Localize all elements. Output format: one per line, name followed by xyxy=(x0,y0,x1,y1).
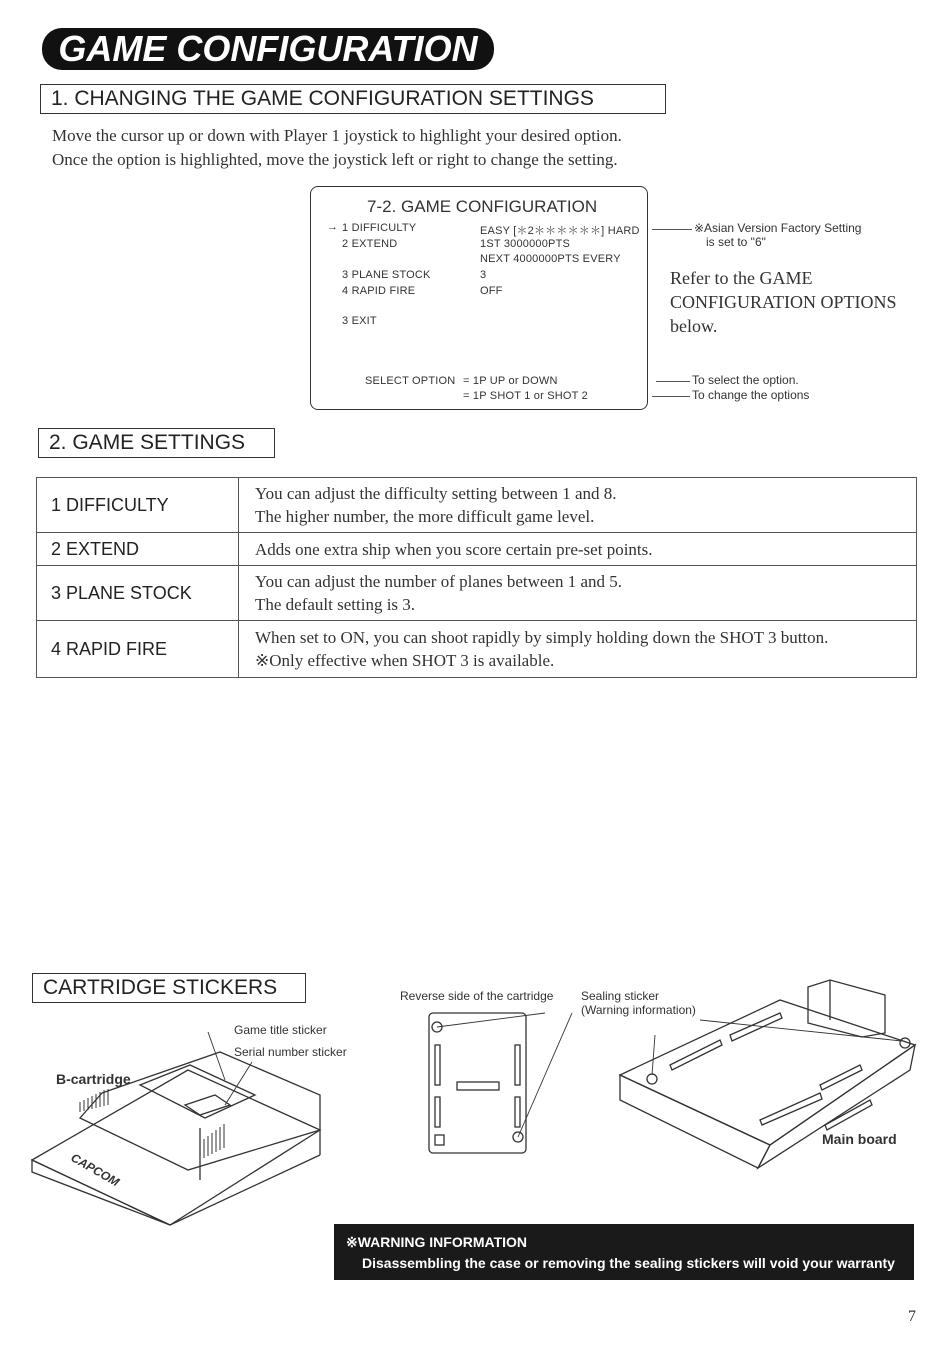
b-cartridge-illustration xyxy=(20,1010,350,1230)
page-title: GAME CONFIGURATION xyxy=(58,28,478,69)
factory-note-2: is set to "6" xyxy=(706,235,766,249)
refer-line-1: Refer to the GAME xyxy=(670,268,813,288)
leader-line xyxy=(656,381,690,382)
option-label: 1 DIFFICULTY xyxy=(342,222,417,234)
leader-line xyxy=(652,229,692,230)
setting-description xyxy=(239,621,917,678)
screen-title: 7-2. GAME CONFIGURATION xyxy=(367,197,598,216)
warning-box xyxy=(334,1224,914,1280)
table-row xyxy=(37,533,917,566)
setting-name: 3 PLANE STOCK xyxy=(37,566,239,621)
warning-info-label: (Warning information) xyxy=(581,1003,696,1017)
refer-line-2: CONFIGURATION OPTIONS xyxy=(670,292,897,312)
setting-description xyxy=(239,533,917,566)
capcom-logo: CAPCOM xyxy=(68,1150,122,1190)
main-board-front-edge xyxy=(620,1075,770,1168)
select-option-1: = 1P UP or DOWN xyxy=(463,375,558,387)
serial-sticker-area xyxy=(140,1065,255,1118)
warning-text: Disassembling the case or removing the sealing stickers will void your warranty xyxy=(362,1255,895,1271)
setting-name: 4 RAPID FIRE xyxy=(37,621,239,678)
intro-line-2: Once the option is highlighted, move the joystick left or right to change the setting. xyxy=(52,150,618,169)
section1-intro xyxy=(52,124,622,172)
reverse-side-label: Reverse side of the cartridge xyxy=(400,989,554,1003)
intro-line-1: Move the cursor up or down with Player 1 joystick to highlight your desired option. xyxy=(52,126,622,145)
refer-line-3: below. xyxy=(670,316,718,336)
select-note: To select the option. xyxy=(692,373,799,387)
main-board-side-edge xyxy=(758,1045,915,1168)
cursor-arrow-icon: → xyxy=(327,221,339,233)
sealing-sticker-label: Sealing sticker xyxy=(581,989,660,1003)
table-row xyxy=(37,621,917,678)
b-cartridge-label: B-cartridge xyxy=(56,1071,131,1087)
setting-description xyxy=(239,566,917,621)
option-value: 1ST 3000000PTS xyxy=(480,238,571,250)
option-label: 3 PLANE STOCK xyxy=(342,269,431,281)
factory-note-1: ※Asian Version Factory Setting xyxy=(694,221,862,235)
setting-name: 1 DIFFICULTY xyxy=(37,478,239,533)
board-sealing-sticker xyxy=(647,1074,657,1084)
description-line: ※Only effective when SHOT 3 is available. xyxy=(255,651,555,670)
warning-title: ※WARNING INFORMATION xyxy=(346,1234,528,1250)
refer-note xyxy=(670,266,897,338)
description-line: You can adjust the number of planes between 1 and 5. xyxy=(255,572,622,591)
cartridge-back-outline xyxy=(429,1013,526,1153)
setting-description xyxy=(239,478,917,533)
page-title-banner xyxy=(42,28,494,70)
select-option-2: = 1P SHOT 1 or SHOT 2 xyxy=(463,390,588,402)
board-connector-box xyxy=(808,980,885,1037)
game-title-sticker-label: Game title sticker xyxy=(234,1023,327,1037)
section1-heading: 1. CHANGING THE GAME CONFIGURATION SETTINGS xyxy=(40,84,666,114)
option-label: 3 EXIT xyxy=(342,315,377,327)
stickers-heading: CARTRIDGE STICKERS xyxy=(32,973,306,1003)
leader-line xyxy=(652,396,690,397)
option-value: EASY [＊2＊＊＊＊＊＊] HARD xyxy=(480,225,640,237)
config-screen xyxy=(310,186,648,410)
table-row xyxy=(37,478,917,533)
option-value: NEXT 4000000PTS EVERY xyxy=(480,253,621,265)
description-line: The higher number, the more difficult game level. xyxy=(255,507,595,526)
page-number: 7 xyxy=(908,1308,916,1325)
option-label: 2 EXTEND xyxy=(342,238,398,250)
change-note: To change the options xyxy=(692,388,810,402)
main-board-label: Main board xyxy=(822,1131,897,1147)
option-value: 3 xyxy=(480,269,487,281)
setting-name: 2 EXTEND xyxy=(37,533,239,566)
table-row xyxy=(37,566,917,621)
reverse-side-illustration xyxy=(420,1005,580,1165)
description-line: Adds one extra ship when you score certain pre-set points. xyxy=(255,539,653,559)
serial-sticker-label: Serial number sticker xyxy=(234,1045,347,1059)
game-settings-table xyxy=(36,477,917,678)
section2-heading: 2. GAME SETTINGS xyxy=(38,428,275,458)
description-line: The default setting is 3. xyxy=(255,595,416,614)
option-label: 4 RAPID FIRE xyxy=(342,285,416,297)
description-line: When set to ON, you can shoot rapidly by simply holding down the SHOT 3 button. xyxy=(255,628,829,647)
cartridge-base-outline xyxy=(32,1070,320,1225)
select-option-label: SELECT OPTION xyxy=(365,375,456,387)
option-value: OFF xyxy=(480,285,503,297)
description-line: You can adjust the difficulty setting between 1 and 8. xyxy=(255,484,617,503)
